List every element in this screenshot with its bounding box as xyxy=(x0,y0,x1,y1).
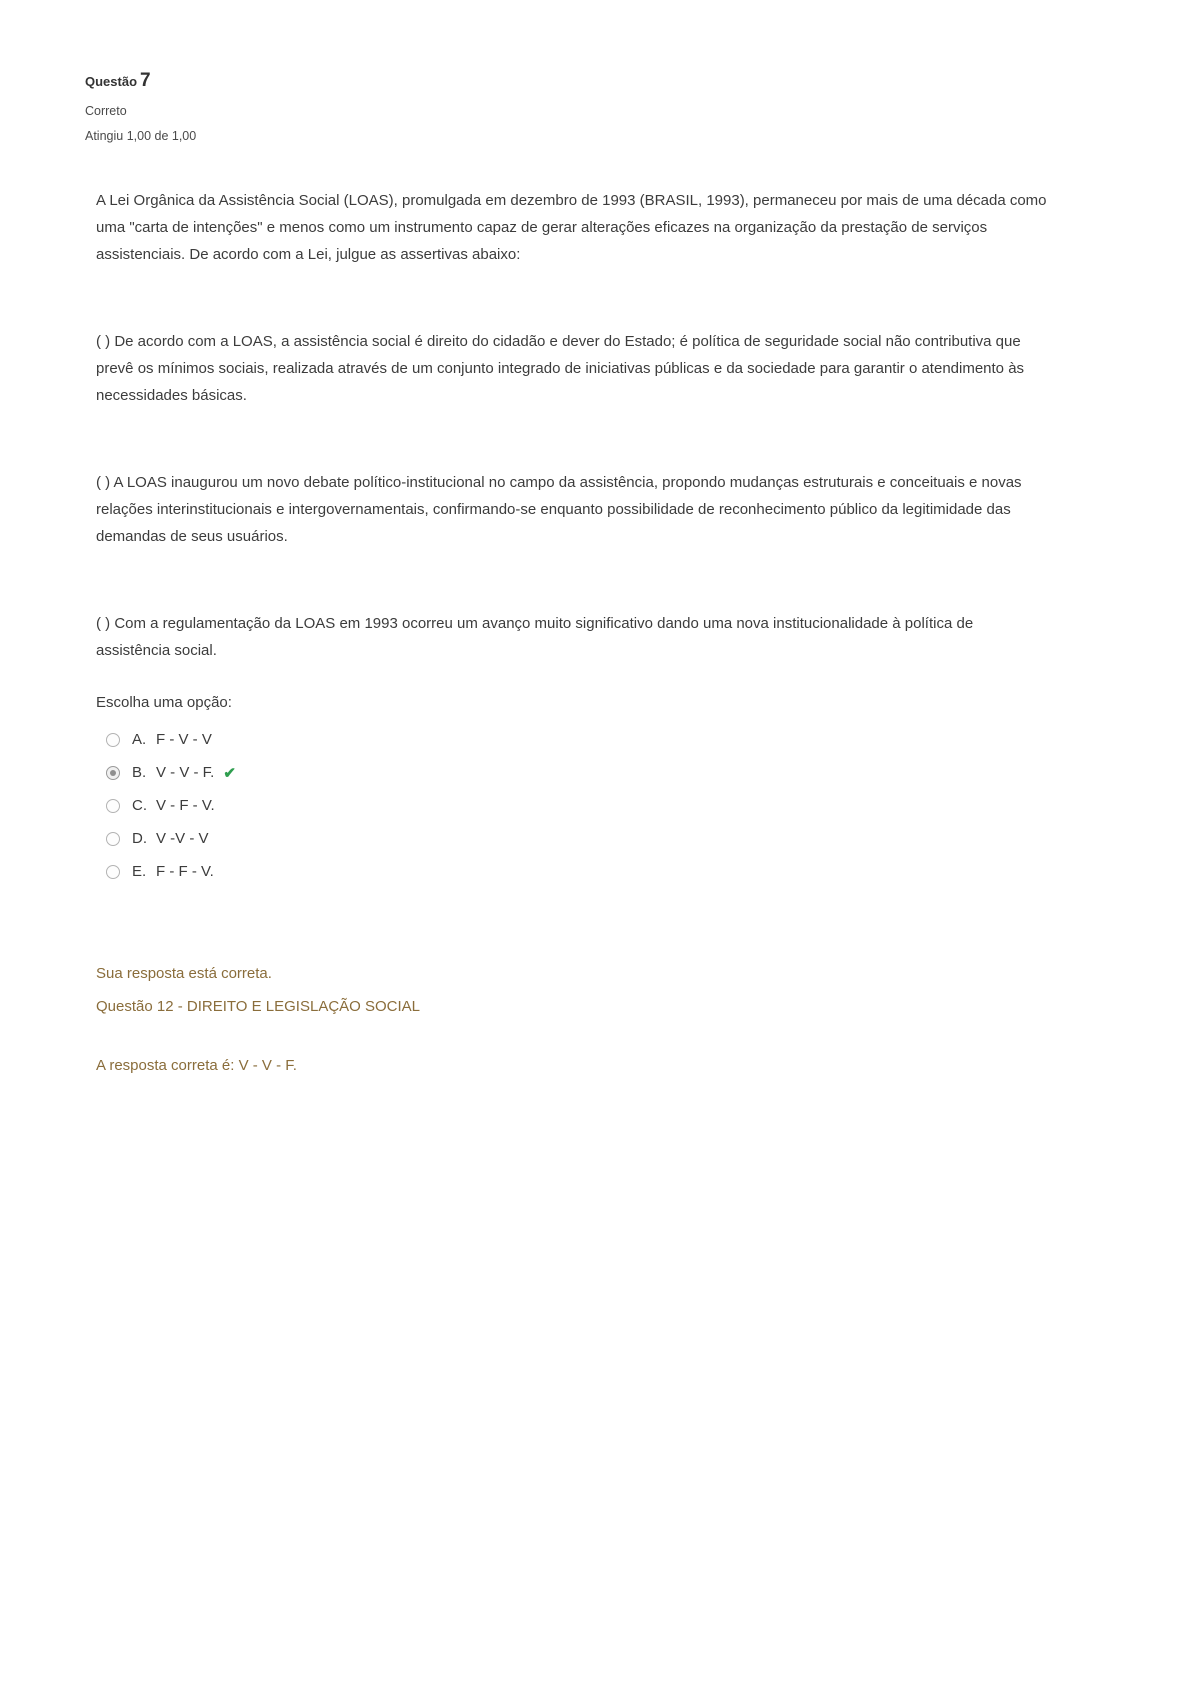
question-number: 7 xyxy=(140,70,151,91)
assertion-2: ( ) A LOAS inaugurou um novo debate político-institucional no campo da assistência, propondo mudanças estruturais e conceituais e novas relações interinstitucionais e intergovernamentais, confirmando-se enquanto possibilidade de reconhecimento público da legitimidade das demandas de seus usuários. xyxy=(96,474,1022,545)
option-text-e: F - F - V. xyxy=(156,863,214,880)
option-text-c: V - F - V. xyxy=(156,797,215,814)
feedback-block xyxy=(96,960,1060,1079)
question-grade: Atingiu 1,00 de 1,00 xyxy=(85,129,197,143)
choice-prompt: Escolha uma opção: xyxy=(96,694,232,711)
feedback-correct-answer: A resposta correta é: V - V - F. xyxy=(96,1057,297,1074)
correct-check-icon: ✔ xyxy=(223,764,236,782)
question-state: Correto xyxy=(85,104,127,118)
question-content xyxy=(0,143,1060,1079)
option-letter-a: A. xyxy=(132,731,147,748)
option-row-b[interactable] xyxy=(96,756,1060,789)
option-row-d[interactable] xyxy=(96,822,1060,855)
option-letter-c: C. xyxy=(132,797,147,814)
radio-button-c[interactable] xyxy=(106,799,120,813)
option-text-d: V -V - V xyxy=(156,830,209,847)
question-header xyxy=(85,70,1192,92)
feedback-result: Sua resposta está correta. xyxy=(96,965,272,982)
option-text-b: V - V - F. xyxy=(156,764,215,781)
option-text-a: F - V - V xyxy=(156,731,212,748)
radio-button-e[interactable] xyxy=(106,865,120,879)
radio-button-a[interactable] xyxy=(106,733,120,747)
assertion-3: ( ) Com a regulamentação da LOAS em 1993 ocorreu um avanço muito significativo dando uma nova institucionalidade à política de assistência social. xyxy=(96,615,974,659)
radio-button-d[interactable] xyxy=(106,832,120,846)
option-row-c[interactable] xyxy=(96,789,1060,822)
assertion-1: ( ) De acordo com a LOAS, a assistência social é direito do cidadão e dever do Estado; é política de seguridade social não contributiva que prevê os mínimos sociais, realizada através de um conjunto integrado de iniciativas públicas e da sociedade para garantir o atendimento às necessidades básicas. xyxy=(96,333,1025,404)
option-letter-b: B. xyxy=(132,764,147,781)
question-info-block xyxy=(0,0,1192,143)
radio-button-b[interactable] xyxy=(106,766,120,780)
option-row-e[interactable] xyxy=(96,855,1060,888)
options-list xyxy=(96,723,1060,888)
question-label: Questão xyxy=(85,74,138,89)
option-letter-d: D. xyxy=(132,830,147,847)
question-text: A Lei Orgânica da Assistência Social (LOAS), promulgada em dezembro de 1993 (BRASIL, 1993), permaneceu por mais de uma década como uma "carta de intenções" e menos como um instrumento capaz de gerar alterações eficazes na organização da prestação de serviços assistenciais. De acordo com a Lei, julgue as assertivas abaixo: xyxy=(96,192,1047,263)
option-letter-e: E. xyxy=(132,863,147,880)
option-row-a[interactable] xyxy=(96,723,1060,756)
feedback-source: Questão 12 - DIREITO E LEGISLAÇÃO SOCIAL xyxy=(96,998,421,1015)
